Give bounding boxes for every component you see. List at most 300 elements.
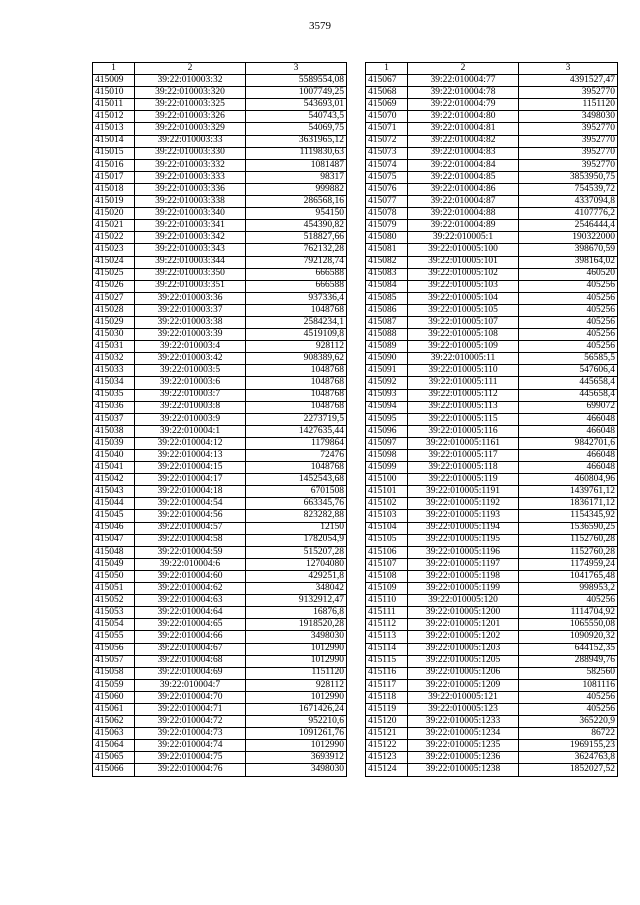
value-cell: 405256 bbox=[519, 341, 618, 353]
table-row bbox=[93, 87, 347, 99]
cadastral-number-cell: 39:22:010004:60 bbox=[135, 570, 246, 582]
record-number-cell: 415120 bbox=[366, 716, 408, 728]
cadastral-number-cell: 39:22:010005:1200 bbox=[408, 607, 519, 619]
value-cell: 666588 bbox=[246, 268, 347, 280]
cadastral-number-cell: 39:22:010005:1201 bbox=[408, 619, 519, 631]
cadastral-number-cell: 39:22:010005:1198 bbox=[408, 570, 519, 582]
value-cell: 405256 bbox=[519, 292, 618, 304]
value-cell: 823282,88 bbox=[246, 510, 347, 522]
record-number-cell: 415012 bbox=[93, 111, 135, 123]
record-number-cell: 415022 bbox=[93, 232, 135, 244]
record-number-cell: 415068 bbox=[366, 87, 408, 99]
record-number-cell: 415086 bbox=[366, 304, 408, 316]
cadastral-number-cell: 39:22:010003:38 bbox=[135, 316, 246, 328]
value-cell: 405256 bbox=[519, 329, 618, 341]
table-row bbox=[366, 522, 618, 534]
record-number-cell: 415100 bbox=[366, 474, 408, 486]
table-row bbox=[93, 450, 347, 462]
record-number-cell: 415105 bbox=[366, 534, 408, 546]
table-row bbox=[93, 292, 347, 304]
cadastral-number-cell: 39:22:010003:336 bbox=[135, 183, 246, 195]
cadastral-number-cell: 39:22:010003:344 bbox=[135, 256, 246, 268]
cadastral-number-cell: 39:22:010005:119 bbox=[408, 474, 519, 486]
cadastral-number-cell: 39:22:010005:101 bbox=[408, 256, 519, 268]
value-cell: 908389,62 bbox=[246, 353, 347, 365]
value-cell: 762132,28 bbox=[246, 244, 347, 256]
value-cell: 56585,5 bbox=[519, 353, 618, 365]
record-number-cell: 415021 bbox=[93, 220, 135, 232]
record-number-cell: 415071 bbox=[366, 123, 408, 135]
cadastral-number-cell: 39:22:010004:58 bbox=[135, 534, 246, 546]
table-row bbox=[93, 510, 347, 522]
cadastral-number-cell: 39:22:010004:63 bbox=[135, 595, 246, 607]
cadastral-number-cell: 39:22:010005:120 bbox=[408, 595, 519, 607]
record-number-cell: 415009 bbox=[93, 75, 135, 87]
value-cell: 348042 bbox=[246, 583, 347, 595]
cadastral-number-cell: 39:22:010004:73 bbox=[135, 728, 246, 740]
table-row bbox=[93, 667, 347, 679]
record-number-cell: 415099 bbox=[366, 462, 408, 474]
cadastral-number-cell: 39:22:010003:340 bbox=[135, 208, 246, 220]
cadastral-number-cell: 39:22:010004:72 bbox=[135, 716, 246, 728]
record-number-cell: 415084 bbox=[366, 280, 408, 292]
record-number-cell: 415110 bbox=[366, 595, 408, 607]
cadastral-number-cell: 39:22:010004:15 bbox=[135, 462, 246, 474]
value-cell: 466048 bbox=[519, 425, 618, 437]
cadastral-number-cell: 39:22:010004:71 bbox=[135, 703, 246, 715]
table-row bbox=[93, 607, 347, 619]
table-row bbox=[366, 401, 618, 413]
cadastral-number-cell: 39:22:010005:107 bbox=[408, 316, 519, 328]
record-number-cell: 415077 bbox=[366, 196, 408, 208]
cadastral-number-cell: 39:22:010005:1235 bbox=[408, 740, 519, 752]
value-cell: 466048 bbox=[519, 450, 618, 462]
record-number-cell: 415095 bbox=[366, 413, 408, 425]
value-cell: 1081487 bbox=[246, 159, 347, 171]
cadastral-number-cell: 39:22:010004:64 bbox=[135, 607, 246, 619]
record-number-cell: 415112 bbox=[366, 619, 408, 631]
table-row bbox=[366, 329, 618, 341]
table-row bbox=[366, 534, 618, 546]
cadastral-number-cell: 39:22:010005:11 bbox=[408, 353, 519, 365]
value-cell: 2273719,5 bbox=[246, 413, 347, 425]
table-row bbox=[366, 486, 618, 498]
value-cell: 98317 bbox=[246, 171, 347, 183]
cadastral-number-cell: 39:22:010004:80 bbox=[408, 111, 519, 123]
cadastral-number-cell: 39:22:010004:78 bbox=[408, 87, 519, 99]
value-cell: 1174959,24 bbox=[519, 558, 618, 570]
record-number-cell: 415119 bbox=[366, 703, 408, 715]
cadastral-number-cell: 39:22:010005:100 bbox=[408, 244, 519, 256]
record-number-cell: 415010 bbox=[93, 87, 135, 99]
record-number-cell: 415073 bbox=[366, 147, 408, 159]
value-cell: 1179864 bbox=[246, 437, 347, 449]
table-row bbox=[366, 583, 618, 595]
table-row bbox=[366, 595, 618, 607]
cadastral-number-cell: 39:22:010003:342 bbox=[135, 232, 246, 244]
value-cell: 1671426,24 bbox=[246, 703, 347, 715]
cadastral-number-cell: 39:22:010005:1199 bbox=[408, 583, 519, 595]
value-cell: 1782054,9 bbox=[246, 534, 347, 546]
table-row bbox=[366, 631, 618, 643]
cadastral-number-cell: 39:22:010004:13 bbox=[135, 450, 246, 462]
table-row bbox=[93, 99, 347, 111]
table-row bbox=[366, 498, 618, 510]
table-row bbox=[93, 570, 347, 582]
table-row bbox=[93, 316, 347, 328]
cadastral-number-cell: 39:22:010004:89 bbox=[408, 220, 519, 232]
record-number-cell: 415016 bbox=[93, 159, 135, 171]
record-number-cell: 415062 bbox=[93, 716, 135, 728]
record-number-cell: 415076 bbox=[366, 183, 408, 195]
value-cell: 1012990 bbox=[246, 691, 347, 703]
cadastral-number-cell: 39:22:010005:1 bbox=[408, 232, 519, 244]
record-number-cell: 415032 bbox=[93, 353, 135, 365]
record-number-cell: 415101 bbox=[366, 486, 408, 498]
table-row bbox=[93, 437, 347, 449]
column-header: 3 bbox=[246, 63, 347, 75]
record-number-cell: 415118 bbox=[366, 691, 408, 703]
value-cell: 3853950,75 bbox=[519, 171, 618, 183]
value-cell: 1012990 bbox=[246, 655, 347, 667]
record-number-cell: 415049 bbox=[93, 558, 135, 570]
record-number-cell: 415116 bbox=[366, 667, 408, 679]
value-cell: 405256 bbox=[519, 595, 618, 607]
record-number-cell: 415067 bbox=[366, 75, 408, 87]
table-row bbox=[93, 171, 347, 183]
record-number-cell: 415018 bbox=[93, 183, 135, 195]
table-row bbox=[93, 546, 347, 558]
cadastral-number-cell: 39:22:010005:1191 bbox=[408, 486, 519, 498]
record-number-cell: 415019 bbox=[93, 196, 135, 208]
value-cell: 928112 bbox=[246, 679, 347, 691]
table-row bbox=[366, 135, 618, 147]
record-number-cell: 415098 bbox=[366, 450, 408, 462]
value-cell: 1041765,48 bbox=[519, 570, 618, 582]
table-row bbox=[93, 619, 347, 631]
cadastral-number-cell: 39:22:010005:102 bbox=[408, 268, 519, 280]
value-cell: 3498030 bbox=[246, 764, 347, 776]
table-row bbox=[366, 546, 618, 558]
table-row bbox=[93, 75, 347, 87]
data-table-right bbox=[365, 62, 618, 777]
value-cell: 1427635,44 bbox=[246, 425, 347, 437]
value-cell: 928112 bbox=[246, 341, 347, 353]
table-row bbox=[366, 377, 618, 389]
table-row bbox=[366, 691, 618, 703]
record-number-cell: 415121 bbox=[366, 728, 408, 740]
record-number-cell: 415039 bbox=[93, 437, 135, 449]
value-cell: 1536590,25 bbox=[519, 522, 618, 534]
table-row bbox=[366, 643, 618, 655]
table-row bbox=[93, 280, 347, 292]
record-number-cell: 415030 bbox=[93, 329, 135, 341]
table-row bbox=[93, 498, 347, 510]
record-number-cell: 415107 bbox=[366, 558, 408, 570]
table-row bbox=[366, 389, 618, 401]
record-number-cell: 415061 bbox=[93, 703, 135, 715]
table-row bbox=[366, 437, 618, 449]
value-cell: 1048768 bbox=[246, 389, 347, 401]
cadastral-number-cell: 39:22:010005:1234 bbox=[408, 728, 519, 740]
value-cell: 9842701,6 bbox=[519, 437, 618, 449]
cadastral-number-cell: 39:22:010005:1205 bbox=[408, 655, 519, 667]
table-row bbox=[93, 534, 347, 546]
record-number-cell: 415033 bbox=[93, 365, 135, 377]
value-cell: 2546444,4 bbox=[519, 220, 618, 232]
table-row bbox=[366, 655, 618, 667]
record-number-cell: 415123 bbox=[366, 752, 408, 764]
cadastral-number-cell: 39:22:010004:7 bbox=[135, 679, 246, 691]
value-cell: 3631965,12 bbox=[246, 135, 347, 147]
value-cell: 405256 bbox=[519, 304, 618, 316]
value-cell: 72476 bbox=[246, 450, 347, 462]
record-number-cell: 415015 bbox=[93, 147, 135, 159]
table-row bbox=[93, 389, 347, 401]
cadastral-number-cell: 39:22:010004:86 bbox=[408, 183, 519, 195]
cadastral-number-cell: 39:22:010005:1193 bbox=[408, 510, 519, 522]
cadastral-number-cell: 39:22:010004:74 bbox=[135, 740, 246, 752]
table-row bbox=[366, 123, 618, 135]
record-number-cell: 415011 bbox=[93, 99, 135, 111]
record-number-cell: 415080 bbox=[366, 232, 408, 244]
table-row bbox=[366, 703, 618, 715]
value-cell: 547606,4 bbox=[519, 365, 618, 377]
value-cell: 16876,8 bbox=[246, 607, 347, 619]
value-cell: 4519109,8 bbox=[246, 329, 347, 341]
data-table-left bbox=[92, 62, 347, 777]
table-row bbox=[366, 619, 618, 631]
record-number-cell: 415106 bbox=[366, 546, 408, 558]
value-cell: 466048 bbox=[519, 413, 618, 425]
value-cell: 1152760,28 bbox=[519, 546, 618, 558]
cadastral-number-cell: 39:22:010003:343 bbox=[135, 244, 246, 256]
value-cell: 1918520,28 bbox=[246, 619, 347, 631]
value-cell: 1969155,23 bbox=[519, 740, 618, 752]
value-cell: 3952770 bbox=[519, 159, 618, 171]
value-cell: 754539,72 bbox=[519, 183, 618, 195]
value-cell: 515207,28 bbox=[246, 546, 347, 558]
cadastral-number-cell: 39:22:010004:76 bbox=[135, 764, 246, 776]
table-row bbox=[366, 171, 618, 183]
table-row bbox=[93, 244, 347, 256]
value-cell: 1439761,12 bbox=[519, 486, 618, 498]
table-row bbox=[366, 570, 618, 582]
record-number-cell: 415040 bbox=[93, 450, 135, 462]
value-cell: 954150 bbox=[246, 208, 347, 220]
cadastral-number-cell: 39:22:010004:66 bbox=[135, 631, 246, 643]
value-cell: 460520 bbox=[519, 268, 618, 280]
table-row bbox=[93, 486, 347, 498]
value-cell: 286568,16 bbox=[246, 196, 347, 208]
table-row bbox=[366, 752, 618, 764]
cadastral-number-cell: 39:22:010005:1194 bbox=[408, 522, 519, 534]
cadastral-number-cell: 39:22:010004:62 bbox=[135, 583, 246, 595]
cadastral-number-cell: 39:22:010003:5 bbox=[135, 365, 246, 377]
column-header: 1 bbox=[366, 63, 408, 75]
record-number-cell: 415072 bbox=[366, 135, 408, 147]
cadastral-number-cell: 39:22:010003:325 bbox=[135, 99, 246, 111]
record-number-cell: 415029 bbox=[93, 316, 135, 328]
record-number-cell: 415047 bbox=[93, 534, 135, 546]
table-row bbox=[93, 716, 347, 728]
table-row bbox=[366, 740, 618, 752]
value-cell: 466048 bbox=[519, 462, 618, 474]
table-row bbox=[93, 183, 347, 195]
record-number-cell: 415124 bbox=[366, 764, 408, 776]
record-number-cell: 415051 bbox=[93, 583, 135, 595]
value-cell: 405256 bbox=[519, 316, 618, 328]
table-row bbox=[93, 740, 347, 752]
table-row bbox=[93, 595, 347, 607]
table-row bbox=[366, 716, 618, 728]
value-cell: 952210,6 bbox=[246, 716, 347, 728]
table-row bbox=[93, 329, 347, 341]
record-number-cell: 415089 bbox=[366, 341, 408, 353]
cadastral-number-cell: 39:22:010005:109 bbox=[408, 341, 519, 353]
record-number-cell: 415069 bbox=[366, 99, 408, 111]
cadastral-number-cell: 39:22:010005:104 bbox=[408, 292, 519, 304]
record-number-cell: 415059 bbox=[93, 679, 135, 691]
record-number-cell: 415046 bbox=[93, 522, 135, 534]
cadastral-number-cell: 39:22:010004:54 bbox=[135, 498, 246, 510]
value-cell: 398670,59 bbox=[519, 244, 618, 256]
record-number-cell: 415078 bbox=[366, 208, 408, 220]
cadastral-number-cell: 39:22:010005:1161 bbox=[408, 437, 519, 449]
table-body-right bbox=[366, 63, 618, 777]
table-row bbox=[93, 728, 347, 740]
value-cell: 1152760,28 bbox=[519, 534, 618, 546]
cadastral-number-cell: 39:22:010005:105 bbox=[408, 304, 519, 316]
cadastral-number-cell: 39:22:010003:330 bbox=[135, 147, 246, 159]
value-cell: 4337094,8 bbox=[519, 196, 618, 208]
value-cell: 398164,02 bbox=[519, 256, 618, 268]
cadastral-number-cell: 39:22:010003:6 bbox=[135, 377, 246, 389]
value-cell: 937336,4 bbox=[246, 292, 347, 304]
table-row bbox=[93, 764, 347, 776]
table-row bbox=[366, 147, 618, 159]
value-cell: 792128,74 bbox=[246, 256, 347, 268]
value-cell: 1852027,52 bbox=[519, 764, 618, 776]
cadastral-number-cell: 39:22:010004:81 bbox=[408, 123, 519, 135]
value-cell: 999882 bbox=[246, 183, 347, 195]
cadastral-number-cell: 39:22:010005:1203 bbox=[408, 643, 519, 655]
cadastral-number-cell: 39:22:010005:1196 bbox=[408, 546, 519, 558]
cadastral-number-cell: 39:22:010003:9 bbox=[135, 413, 246, 425]
cadastral-number-cell: 39:22:010003:320 bbox=[135, 87, 246, 99]
table-row bbox=[366, 510, 618, 522]
value-cell: 1012990 bbox=[246, 740, 347, 752]
record-number-cell: 415082 bbox=[366, 256, 408, 268]
cadastral-number-cell: 39:22:010005:123 bbox=[408, 703, 519, 715]
cadastral-number-cell: 39:22:010004:77 bbox=[408, 75, 519, 87]
record-number-cell: 415054 bbox=[93, 619, 135, 631]
table-row bbox=[366, 208, 618, 220]
cadastral-number-cell: 39:22:010005:1206 bbox=[408, 667, 519, 679]
table-row bbox=[366, 159, 618, 171]
value-cell: 543693,01 bbox=[246, 99, 347, 111]
table-row bbox=[93, 413, 347, 425]
cadastral-number-cell: 39:22:010005:113 bbox=[408, 401, 519, 413]
record-number-cell: 415115 bbox=[366, 655, 408, 667]
value-cell: 1007749,25 bbox=[246, 87, 347, 99]
table-row bbox=[366, 220, 618, 232]
cadastral-number-cell: 39:22:010003:42 bbox=[135, 353, 246, 365]
value-cell: 445658,4 bbox=[519, 377, 618, 389]
cadastral-number-cell: 39:22:010004:79 bbox=[408, 99, 519, 111]
table-row bbox=[93, 462, 347, 474]
table-row bbox=[366, 244, 618, 256]
value-cell: 12150 bbox=[246, 522, 347, 534]
table-row bbox=[93, 522, 347, 534]
record-number-cell: 415104 bbox=[366, 522, 408, 534]
table-row bbox=[366, 764, 618, 776]
record-number-cell: 415113 bbox=[366, 631, 408, 643]
cadastral-number-cell: 39:22:010005:118 bbox=[408, 462, 519, 474]
value-cell: 644152,35 bbox=[519, 643, 618, 655]
record-number-cell: 415114 bbox=[366, 643, 408, 655]
table-row bbox=[93, 256, 347, 268]
record-number-cell: 415026 bbox=[93, 280, 135, 292]
value-cell: 1114704,92 bbox=[519, 607, 618, 619]
record-number-cell: 415096 bbox=[366, 425, 408, 437]
value-cell: 429251,8 bbox=[246, 570, 347, 582]
cadastral-number-cell: 39:22:010003:7 bbox=[135, 389, 246, 401]
record-number-cell: 415056 bbox=[93, 643, 135, 655]
record-number-cell: 415117 bbox=[366, 679, 408, 691]
cadastral-number-cell: 39:22:010003:4 bbox=[135, 341, 246, 353]
cadastral-number-cell: 39:22:010005:116 bbox=[408, 425, 519, 437]
record-number-cell: 415083 bbox=[366, 268, 408, 280]
table-row bbox=[93, 655, 347, 667]
table-row bbox=[366, 292, 618, 304]
record-number-cell: 415093 bbox=[366, 389, 408, 401]
table-body-left bbox=[93, 63, 347, 777]
table-header-row bbox=[93, 63, 347, 75]
table-row bbox=[366, 667, 618, 679]
table-row bbox=[366, 425, 618, 437]
cadastral-number-cell: 39:22:010003:351 bbox=[135, 280, 246, 292]
record-number-cell: 415025 bbox=[93, 268, 135, 280]
table-row bbox=[93, 341, 347, 353]
table-row bbox=[366, 75, 618, 87]
cadastral-number-cell: 39:22:010004:17 bbox=[135, 474, 246, 486]
record-number-cell: 415087 bbox=[366, 316, 408, 328]
cadastral-number-cell: 39:22:010004:68 bbox=[135, 655, 246, 667]
table-row bbox=[93, 558, 347, 570]
value-cell: 9132912,47 bbox=[246, 595, 347, 607]
cadastral-number-cell: 39:22:010003:329 bbox=[135, 123, 246, 135]
cadastral-number-cell: 39:22:010003:338 bbox=[135, 196, 246, 208]
record-number-cell: 415063 bbox=[93, 728, 135, 740]
cadastral-number-cell: 39:22:010004:1 bbox=[135, 425, 246, 437]
record-number-cell: 415092 bbox=[366, 377, 408, 389]
cadastral-number-cell: 39:22:010005:112 bbox=[408, 389, 519, 401]
table-row bbox=[93, 703, 347, 715]
value-cell: 1151120 bbox=[519, 99, 618, 111]
record-number-cell: 415014 bbox=[93, 135, 135, 147]
page-number: 3579 bbox=[309, 20, 331, 32]
record-number-cell: 415058 bbox=[93, 667, 135, 679]
cadastral-number-cell: 39:22:010003:39 bbox=[135, 329, 246, 341]
value-cell: 1836171,12 bbox=[519, 498, 618, 510]
record-number-cell: 415024 bbox=[93, 256, 135, 268]
cadastral-number-cell: 39:22:010003:33 bbox=[135, 135, 246, 147]
value-cell: 1048768 bbox=[246, 377, 347, 389]
table-row bbox=[366, 316, 618, 328]
cadastral-number-cell: 39:22:010005:1238 bbox=[408, 764, 519, 776]
record-number-cell: 415066 bbox=[93, 764, 135, 776]
